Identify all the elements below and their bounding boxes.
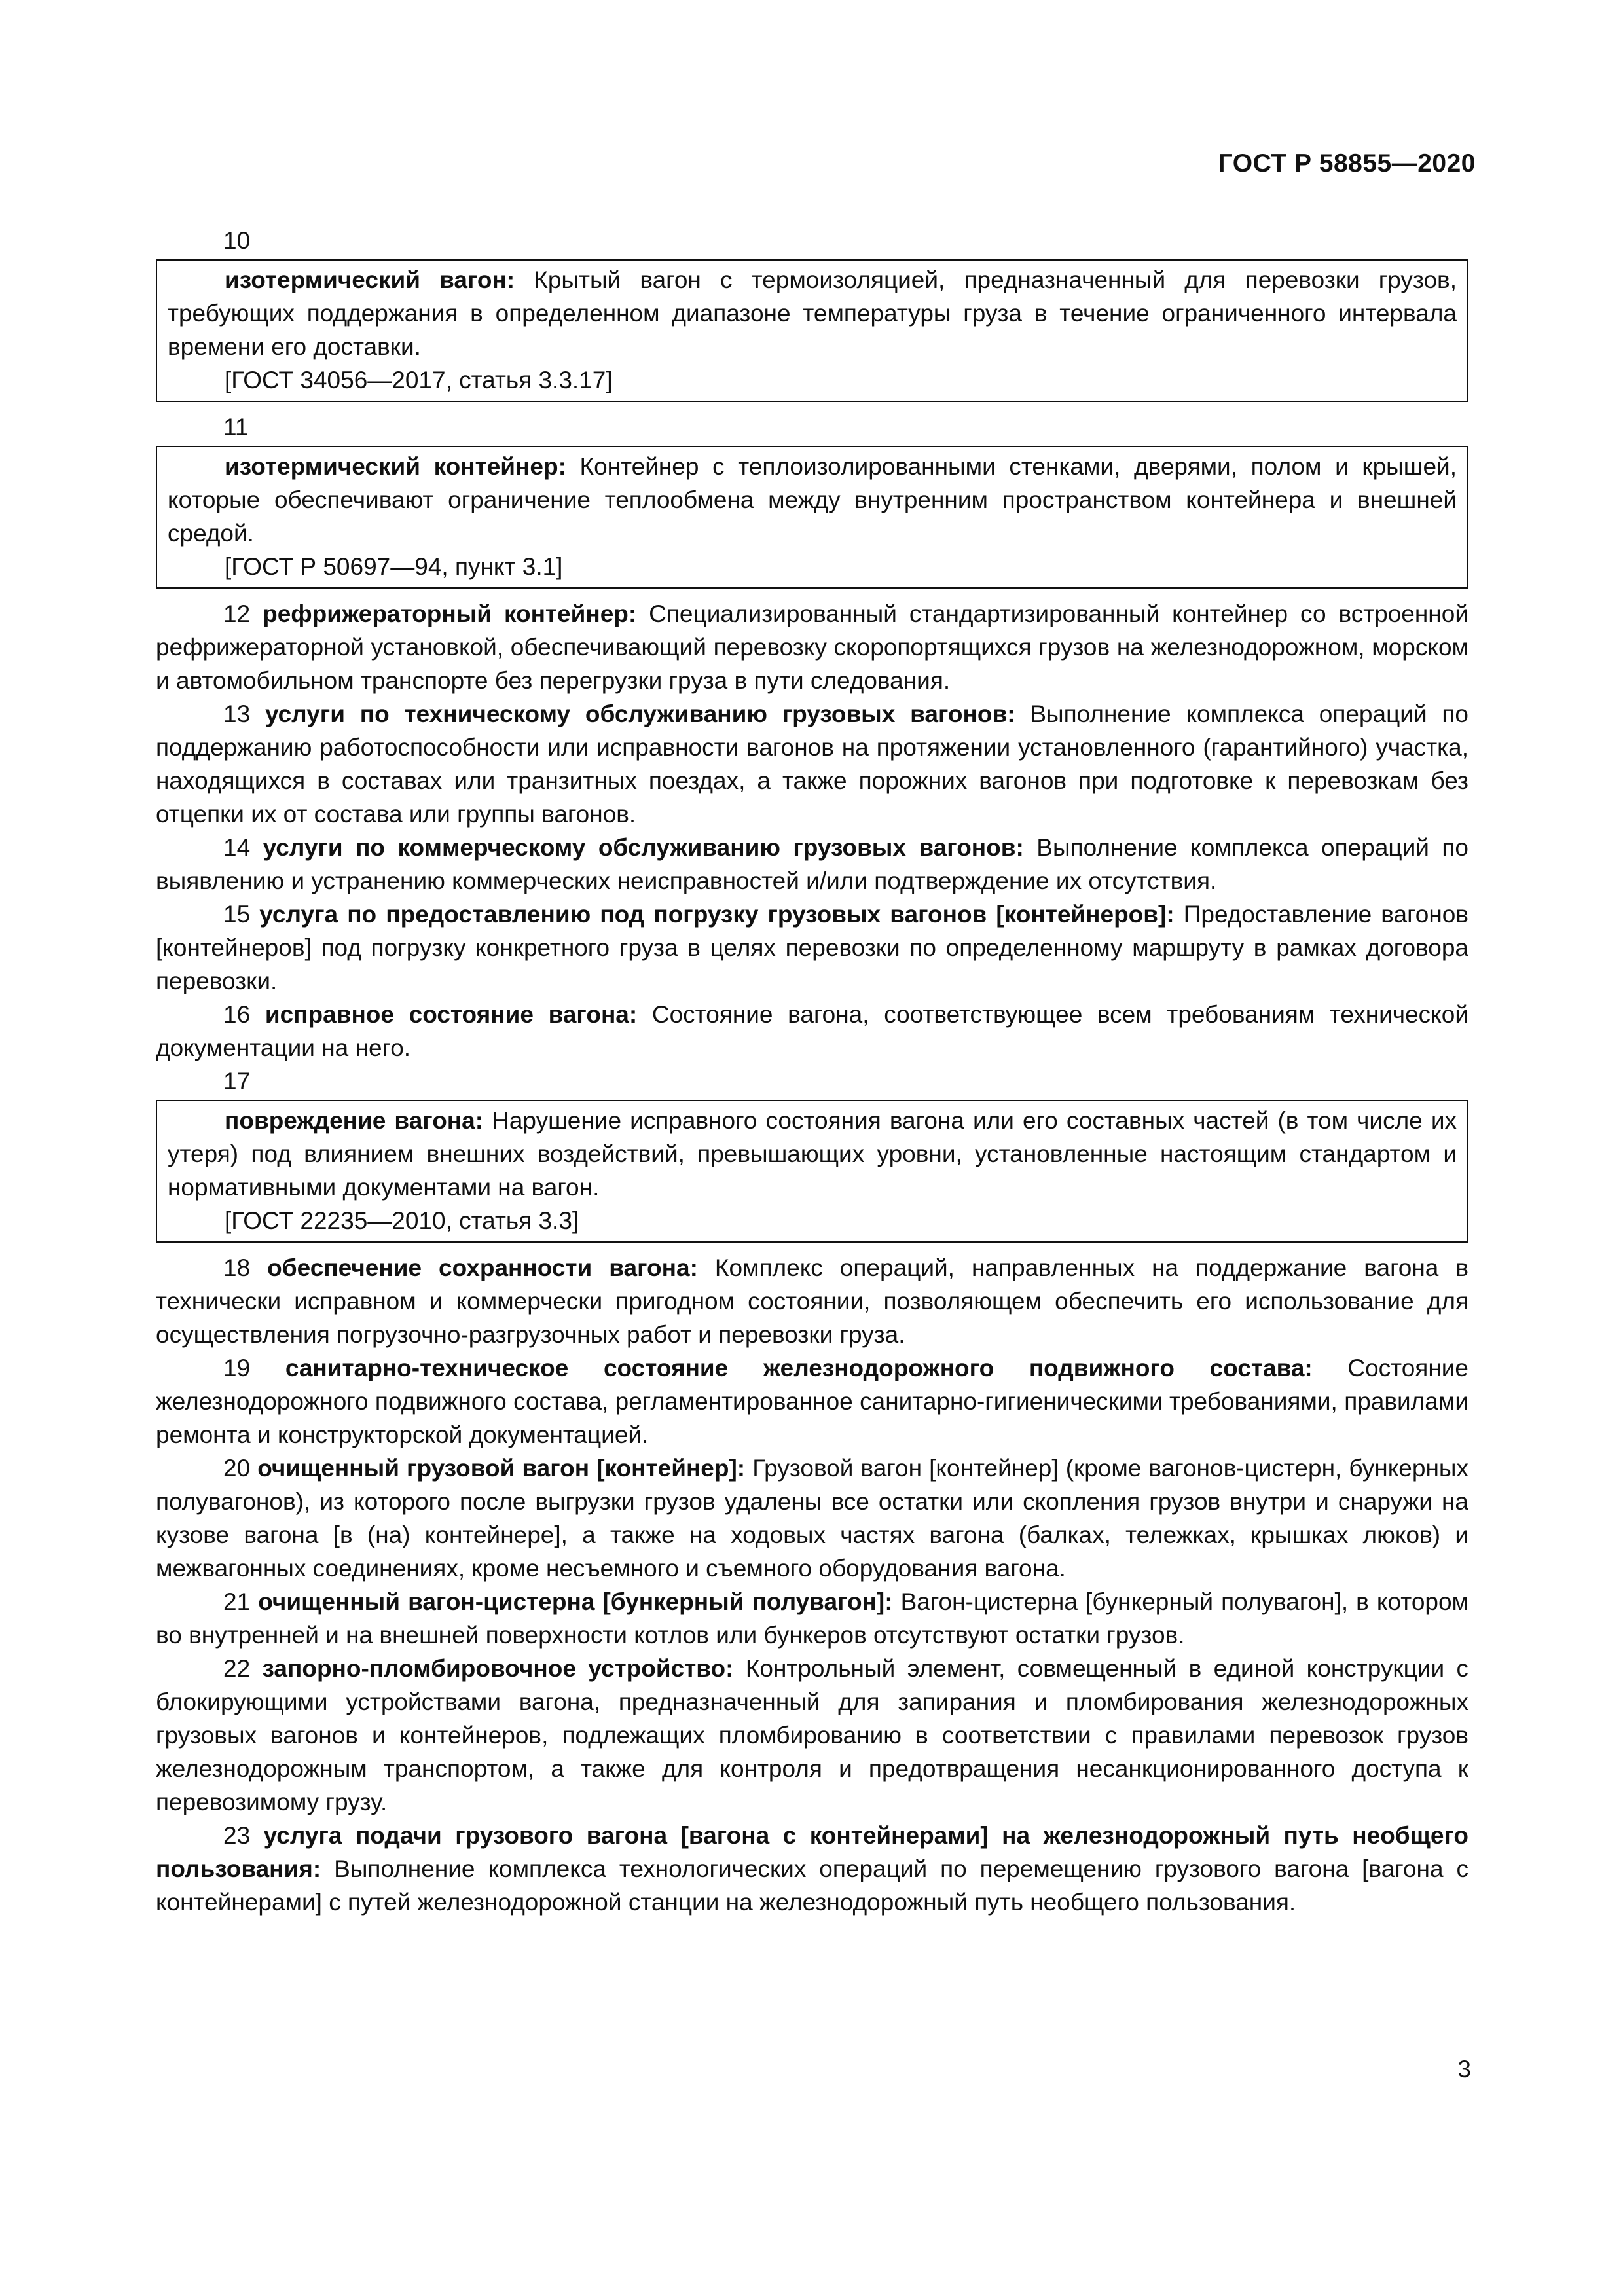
term-definition: Контрольный элемент, совмещенный в единой конструкции с блокирующими устройствами вагона, предназначенный для запирания и пломбирования железнодорожных грузовых вагонов и контейнеров, подлежащих пломбированию в соответствии с правилами перевозок грузов железнодорожным транспортом, а также для контроля и предотвращения несанкционированного доступа к перевозимому грузу. <box>156 1655 1468 1815</box>
term-number: 12 <box>223 600 263 627</box>
term-number: 11 <box>223 414 249 441</box>
term-source: [ГОСТ 22235—2010, статья 3.3] <box>225 1207 579 1234</box>
term-title: повреждение вагона: <box>225 1107 484 1134</box>
term-definition: Специализированный стандартизированный контейнер со встроенной рефрижераторной установкой, обеспечивающий перевозку скоропортящихся грузов на железнодорожном, морском и автомобильном транспорте без перегрузки груза в пути следования. <box>156 600 1468 694</box>
term-title: очищенный грузовой вагон [контейнер]: <box>257 1455 746 1482</box>
term-paragraph <box>156 1819 1468 1919</box>
term-paragraph <box>156 1585 1468 1652</box>
term-number: 20 <box>223 1455 258 1482</box>
term-number: 15 <box>223 901 260 928</box>
term-paragraph <box>156 697 1468 831</box>
document-id: ГОСТ Р 58855—2020 <box>1218 149 1476 177</box>
term-number: 22 <box>223 1655 263 1682</box>
page-number: 3 <box>1457 2056 1471 2083</box>
term-definition: Выполнение комплекса операций по выявлению и устранению коммерческих неисправностей и/или подтверждение их отсутствия. <box>156 834 1469 894</box>
term-definition: Состояние железнодорожного подвижного состава, регламентированное санитарно-гигиеническими требованиями, правилами ремонта и конструкторской документацией. <box>156 1355 1469 1448</box>
term-definition: Грузовой вагон [контейнер] (кроме вагонов-цистерн, бункерных полувагонов), из которого после выгрузки грузов удалены все остатки или скопления грузов внутри и снаружи на кузове вагона [в (на) контейнере], а также на ходовых частях вагона (балках, тележках, крышках люков) и межвагонных соединениях, кроме несъемного и съемного оборудования вагона. <box>156 1455 1468 1582</box>
term-title: изотермический вагон: <box>225 266 515 293</box>
term-source: [ГОСТ 34056—2017, статья 3.3.17] <box>225 367 613 393</box>
term-paragraph <box>156 831 1468 898</box>
document-body <box>156 224 1468 1919</box>
term-paragraph <box>156 998 1468 1065</box>
term-title: очищенный вагон-цистерна [бункерный полувагон]: <box>258 1588 893 1615</box>
term-paragraph <box>156 597 1468 697</box>
term-definition: Выполнение комплекса технологических операций по перемещению грузового вагона [вагона с контейнерами] с путей железнодорожной станции на железнодорожный путь необщего пользования. <box>156 1855 1468 1916</box>
term-title: запорно-пломбировочное устройство: <box>262 1655 734 1682</box>
term-paragraph <box>156 1652 1468 1819</box>
term-definition: Комплекс операций, направленных на поддержание вагона в технически исправном и коммерчески пригодном состоянии, позволяющем обеспечить его использование для осуществления погрузочно-разгрузочных работ и перевозки груза. <box>156 1254 1469 1348</box>
boxed-term <box>156 1100 1468 1243</box>
term-paragraph <box>156 1251 1468 1351</box>
term-title: исправное состояние вагона: <box>264 1001 638 1028</box>
term-number: 10 <box>223 227 251 254</box>
term-paragraph <box>168 450 1457 550</box>
term-title: услуга по предоставлению под погрузку грузовых вагонов [контейнеров]: <box>259 901 1175 928</box>
term-definition: Вагон-цистерна [бункерный полувагон], в котором во внутренней и на внешней поверхности котлов или бункеров отсутствуют остатки грузов. <box>156 1588 1468 1649</box>
boxed-term <box>156 446 1468 589</box>
term-paragraph <box>156 898 1468 998</box>
term-source: [ГОСТ Р 50697—94, пункт 3.1] <box>225 553 563 580</box>
term-title: изотермический контейнер: <box>225 453 566 480</box>
term-paragraph <box>168 1104 1457 1204</box>
term-number: 21 <box>223 1588 259 1615</box>
term-title: услуга подачи грузового вагона [вагона с контейнерами] на железнодорожный путь необщего пользования: <box>156 1822 1468 1882</box>
term-title: услуги по коммерческому обслуживанию грузовых вагонов: <box>263 834 1024 861</box>
term-definition: Контейнер с теплоизолированными стенками, дверями, полом и крышей, которые обеспечивают ограничение теплообмена между внутренним пространством контейнера и внешней средой. <box>168 453 1457 547</box>
term-title: обеспечение сохранности вагона: <box>267 1254 698 1281</box>
term-number: 13 <box>223 701 265 727</box>
term-paragraph <box>156 1351 1468 1451</box>
term-title: санитарно-техническое состояние железнодорожного подвижного состава: <box>285 1355 1313 1381</box>
term-paragraph <box>168 263 1457 363</box>
term-definition: Выполнение комплекса операций по поддержанию работоспособности или исправности вагонов на протяжении установленного (гарантийного) участка, находящихся в составах или транзитных поездах, а также порожних вагонов при подготовке к перевозкам без отцепки их от состава или группы вагонов. <box>156 701 1469 828</box>
boxed-term <box>156 259 1468 402</box>
term-definition: Нарушение исправного состояния вагона или его составных частей (в том числе их утеря) под влиянием внешних воздействий, превышающих уровни, установленные настоящим стандартом и нормативными документами на вагон. <box>168 1107 1457 1201</box>
term-definition: Состояние вагона, соответствующее всем требованиям технической документации на него. <box>156 1001 1468 1061</box>
term-definition: Предоставление вагонов [контейнеров] под погрузку конкретного груза в целях перевозки по определенному маршруту в рамках договора перевозки. <box>156 901 1469 994</box>
term-title: рефрижераторный контейнер: <box>263 600 637 627</box>
term-definition: Крытый вагон с термоизоляцией, предназначенный для перевозки грузов, требующих поддержания в определенном диапазоне температуры груза в течение ограниченного интервала времени его доставки. <box>168 266 1457 360</box>
term-number: 17 <box>223 1068 251 1095</box>
term-number: 18 <box>223 1254 268 1281</box>
term-number: 14 <box>223 834 263 861</box>
term-paragraph <box>156 1451 1468 1585</box>
term-number: 23 <box>223 1822 264 1849</box>
term-number: 16 <box>223 1001 265 1028</box>
term-number: 19 <box>223 1355 285 1381</box>
term-title: услуги по техническому обслуживанию грузовых вагонов: <box>264 701 1015 727</box>
